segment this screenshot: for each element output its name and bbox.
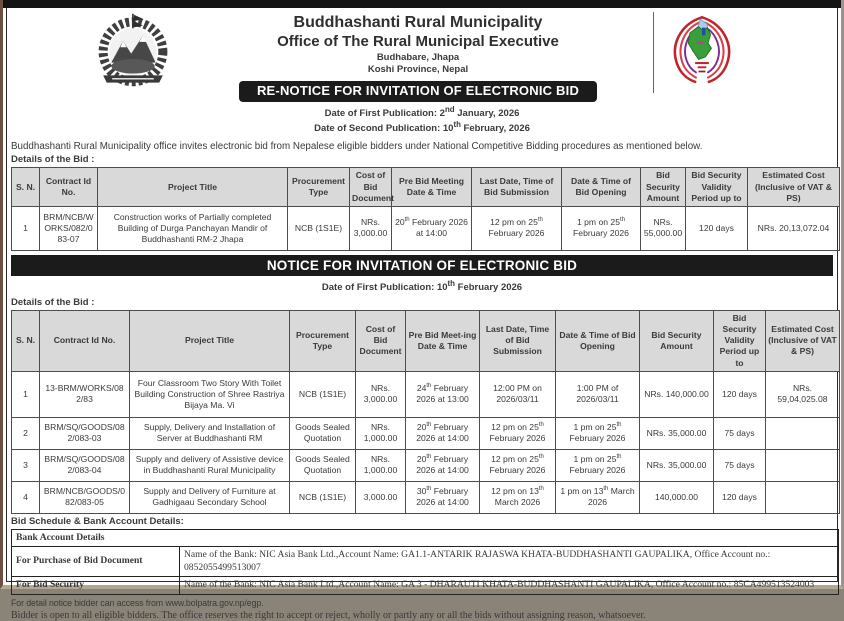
table-cell: 2 — [12, 417, 40, 449]
table-cell: 12:00 PM on 2026/03/11 — [480, 371, 556, 417]
table-cell: Four Classroom Two Story With Toilet Building Construction of Shree Rastriya Bijaya Ma. Vi — [130, 371, 290, 417]
column-header: Contract Id No. — [40, 310, 130, 371]
table-cell: Goods Sealed Quotation — [290, 449, 356, 481]
column-header: Cost of Bid Document — [350, 168, 392, 207]
table-row — [12, 417, 840, 449]
column-header: Date & Time of Bid Opening — [562, 168, 641, 207]
intro-paragraph: Buddhashanti Rural Municipality office invites electronic bid from Nepalese eligible bidders under National Competitive Bidding procedures as mentioned below. — [11, 141, 703, 153]
table-cell: 20th February 2026 at 14:00 — [392, 206, 472, 250]
bank-account-table — [11, 529, 839, 595]
bank-row-bid-document — [12, 547, 839, 577]
details-label-1: Details of the Bid : — [11, 154, 95, 166]
table-row — [12, 371, 840, 417]
bank-row-bid-security — [12, 577, 839, 594]
column-header: S. N. — [12, 168, 40, 207]
column-header: Procurement Type — [290, 310, 356, 371]
notice-banner: NOTICE FOR INVITATION OF ELECTRONIC BID — [11, 255, 833, 276]
table-row — [12, 206, 840, 250]
table-cell: 140,000.00 — [640, 481, 714, 513]
table-cell: Supply, Delivery and Installation of Server at Buddhashanti RM — [130, 417, 290, 449]
table-cell: 1 pm on 25th February 2026 — [556, 417, 640, 449]
table-cell: 20th February 2026 at 14:00 — [406, 417, 480, 449]
table-cell: 75 days — [714, 417, 766, 449]
table-cell: 3,000.00 — [356, 481, 406, 513]
table-cell: 12 pm on 25th February 2026 — [472, 206, 562, 250]
column-header: Procurement Type — [288, 168, 350, 207]
top-border-bar — [3, 0, 841, 8]
table-cell — [766, 449, 840, 481]
bid-table-1 — [11, 167, 840, 251]
table-cell: 13-BRM/WORKS/082/83 — [40, 371, 130, 417]
column-header: Pre Bid Meeting Date & Time — [392, 168, 472, 207]
table-cell: 1 — [12, 371, 40, 417]
table-header-row — [12, 310, 840, 371]
table-cell: NRs. 59,04,025.08 — [766, 371, 840, 417]
table-cell: BRM/NCB/WORKS/082/083-07 — [40, 206, 98, 250]
table-cell: BRM/NCB/GOODS/082/083-05 — [40, 481, 130, 513]
bank-row-label: For Purchase of Bid Document — [12, 547, 180, 577]
table-cell: BRM/SQ/GOODS/082/083-04 — [40, 449, 130, 481]
column-header: Last Date, Time of Bid Submission — [480, 310, 556, 371]
bank-section-label: Bid Schedule & Bank Account Details: — [11, 515, 184, 527]
details-label-2: Details of the Bid : — [11, 296, 95, 308]
table-cell: NRs. 35,000.00 — [640, 417, 714, 449]
table-cell: NRs. 1,000.00 — [356, 417, 406, 449]
column-header: Bid Security Amount — [640, 310, 714, 371]
table-cell — [766, 417, 840, 449]
table-row — [12, 449, 840, 481]
table-row — [12, 481, 840, 513]
table-cell: 1:00 PM of 2026/03/11 — [556, 371, 640, 417]
bank-row-value: Name of the Bank: NIC Asia Bank Ltd.,Account Name: GA 3 - DHARAUTI KHATA-BUDDHASHANTI GAUPALIKA, Office Account no.: 85CA499513524003 — [180, 577, 839, 594]
table-cell: NRs. 3,000.00 — [350, 206, 392, 250]
column-header: Project Title — [98, 168, 288, 207]
publication-dates — [11, 105, 833, 137]
renotice-banner: RE-NOTICE FOR INVITATION OF ELECTRONIC BID — [239, 81, 597, 102]
table-cell: 1 pm on 13th March 2026 — [556, 481, 640, 513]
table-cell — [766, 481, 840, 513]
table-cell: NRs. 1,000.00 — [356, 449, 406, 481]
column-header: Cost of Bid Document — [356, 310, 406, 371]
table-cell: NCB (1S1E) — [290, 481, 356, 513]
table-cell: 24th February 2026 at 13:00 — [406, 371, 480, 417]
table-cell: 120 days — [714, 481, 766, 513]
table-cell: 30th February 2026 at 14:00 — [406, 481, 480, 513]
bank-table-header: Bank Account Details — [12, 529, 839, 546]
table-cell: 75 days — [714, 449, 766, 481]
column-header: Estimated Cost (Inclusive of VAT & PS) — [748, 168, 840, 207]
header-titles — [183, 12, 653, 102]
table-cell: NRs. 140,000.00 — [640, 371, 714, 417]
footer-access-note: For detail notice bidder can access from www.bolpatra.gov.np/egp. — [11, 597, 264, 608]
table-cell: Supply and delivery of Assistive device in Buddhashanti Rural Municipality — [130, 449, 290, 481]
column-header: Project Title — [130, 310, 290, 371]
office-name: Office of The Rural Municipal Executive — [277, 32, 559, 50]
table-cell: NRs. 35,000.00 — [640, 449, 714, 481]
column-header: Bid Security Amount — [641, 168, 686, 207]
table-cell: 12 pm on 13th March 2026 — [480, 481, 556, 513]
table-cell: NCB (1S1E) — [290, 371, 356, 417]
column-header: Bid Security Validity Period up to — [714, 310, 766, 371]
column-header: Contract Id No. — [40, 168, 98, 207]
address-line-2: Koshi Province, Nepal — [367, 64, 469, 76]
second-publication-date: Date of Second Publication: 10th February, 2026 — [314, 120, 530, 135]
column-header: Date & Time of Bid Opening — [556, 310, 640, 371]
table-cell: 4 — [12, 481, 40, 513]
table-cell: NRs. 3,000.00 — [356, 371, 406, 417]
table-cell: Goods Sealed Quotation — [290, 417, 356, 449]
notice2-publication-date-wrap — [11, 279, 833, 295]
table-cell: NRs. 55,000.00 — [641, 206, 686, 250]
table-cell: 12 pm on 25th February 2026 — [480, 449, 556, 481]
table-cell: NCB (1S1E) — [288, 206, 350, 250]
org-name: Buddhashanti Rural Municipality — [293, 14, 543, 31]
table-cell: 120 days — [714, 371, 766, 417]
bank-table-header-row — [12, 529, 839, 546]
table-cell: 120 days — [686, 206, 748, 250]
column-header: Bid Security Validity Period up to — [686, 168, 748, 207]
table-cell: 12 pm on 25th February 2026 — [480, 417, 556, 449]
table-cell: 1 pm on 25th February 2026 — [556, 449, 640, 481]
bid-table-2 — [11, 310, 840, 514]
table-header-row — [12, 168, 840, 207]
column-header: Last Date, Time of Bid Submission — [472, 168, 562, 207]
table-cell: BRM/SQ/GOODS/082/083-03 — [40, 417, 130, 449]
table-cell: Construction works of Partially completed Building of Durga Panchayan Mandir of Buddhashanti RM-2 Jhapa — [98, 206, 288, 250]
table-cell: Supply and Delivery of Furniture at Gadhigaau Secondary School — [130, 481, 290, 513]
bank-row-label: For Bid Security — [12, 577, 180, 594]
table-cell: NRs. 20,13,072.04 — [748, 206, 840, 250]
letterhead — [11, 12, 833, 102]
bank-row-value: Name of the Bank: NIC Asia Bank Ltd.,Account Name: GA1.1-ANTARIK RAJASWA KHATA-BUDDHASHANTI GAUPALIKA, Office Account no.: 0852055499513007 — [180, 547, 839, 577]
first-publication-date: Date of First Publication: 2nd January, 2026 — [324, 104, 520, 119]
column-header: Estimated Cost (Inclusive of VAT & PS) — [766, 310, 840, 371]
address-line-1: Budhabare, Jhapa — [376, 51, 460, 63]
table-cell: 1 pm on 25th February 2026 — [562, 206, 641, 250]
document-frame — [6, 8, 838, 621]
column-header: Pre Bid Meet-ing Date & Time — [406, 310, 480, 371]
table-cell: 20th February 2026 at 14:00 — [406, 449, 480, 481]
notice2-publication-date: Date of First Publication: 10th February 2026 — [321, 278, 523, 294]
nepal-emblem-icon — [83, 12, 183, 93]
municipality-logo-icon — [653, 12, 745, 93]
footer-disclaimer: Bidder is open to all eligible bidders. The office reserves the right to accept or reject, wholly or partly any or all the bids without assigning reason, whatsoever. — [11, 609, 646, 621]
column-header: S. N. — [12, 310, 40, 371]
table-cell: 3 — [12, 449, 40, 481]
table-cell: 1 — [12, 206, 40, 250]
